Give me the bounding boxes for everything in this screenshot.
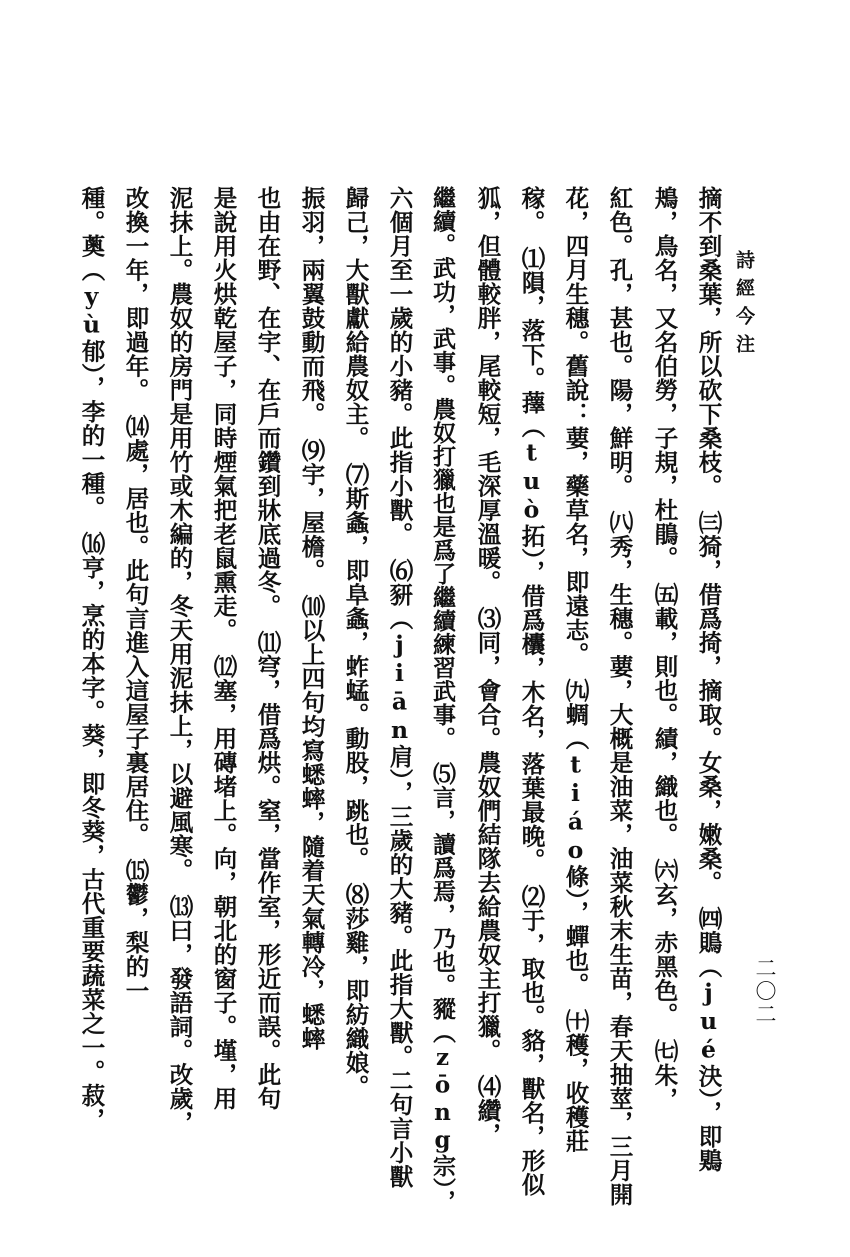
text-line-15: 種。薁（yù郁），李的一種。 ⒃亨，烹的本字。葵，即冬葵，古代重要蔬菜之一。菽， (77, 186, 106, 1132)
text-line-11: 也由在野、在宇、在戶而鑽到牀底過冬。 ⑾穹，借爲烘。窒，當作室，形近而誤。此句 (253, 186, 282, 1111)
text-line-5: 稼。 ⑴隕，落下。蘀（tuò拓），借爲欜，木名，落葉最晚。 ⑵于，取也。貉，獸名，形似 (517, 186, 546, 1197)
text-line-7: 繼續。武功，武事。農奴打獵也是爲了繼續練習武事。 ⑸言，讀爲焉，乃也。豵（zōng宗）， (429, 186, 456, 1213)
text-line-13: 泥抹上。農奴的房門是用竹或木編的，冬天用泥抹上，以避風寒。 ⒀曰，發語詞。改歲， (165, 186, 194, 1135)
text-line-10: 振羽，兩翼鼓動而飛。 ⑼宇，屋檐。 ⑽以上四句均寫蟋蟀，隨着天氣轉冷，蟋蟀 (297, 186, 326, 1051)
text-line-6: 狐，但體較胖，尾較短，毛深厚溫暖。 ⑶同，會合。農奴們結隊去給農奴主打獵。 ⑷纘， (473, 186, 502, 1147)
text-line-4: 花，四月生穗。舊說：葽，藥草名，即遠志。 ㈨蜩（tiáo條），蟬也。 ㈩穫，收穫莊 (561, 186, 590, 1153)
text-line-9: 歸己，大獸獻給農奴主。 ⑺斯螽，即阜螽，蚱蜢。動股，跳也。 ⑻莎雞，即紡織娘。 (341, 186, 370, 1099)
text-line-1: 摘不到桑葉，所以砍下桑枝。 ㈢猗，借爲掎，摘取。女桑，嫩桑。 ㈣鵙（jué決），即鶪 (694, 186, 723, 1173)
text-line-3: 紅色。孔，甚也。陽，鮮明。 ㈧秀，生穗。葽，大概是油菜，油菜秋末生苗，春天抽莖，三月開 (605, 186, 634, 1207)
text-line-2: 鴂，鳥名，又名伯勞，子規，杜鵑。 ㈤載，則也。績，織也。 ㈥玄，赤黑色。 ㈦朱， (650, 186, 679, 1111)
running-title: 詩經今注 (733, 250, 755, 362)
page-number: 二〇二 (753, 957, 777, 1026)
text-line-14: 改換一年，即過年。 ⒁處，居也。此句言進入這屋子裏居住。 ⒂鬱，梨的一 (121, 186, 150, 1003)
text-line-12: 是說用火烘乾屋子，同時煙氣把老鼠熏走。 ⑿塞，用磚堵上。向，朝北的窗子。墐，用 (209, 186, 238, 1111)
text-line-8: 六個月至一歲的小豬。此指小獸。 ⑹豜（jiān肩），三歲的大豬。此指大獸。二句言小獸 (385, 186, 414, 1189)
